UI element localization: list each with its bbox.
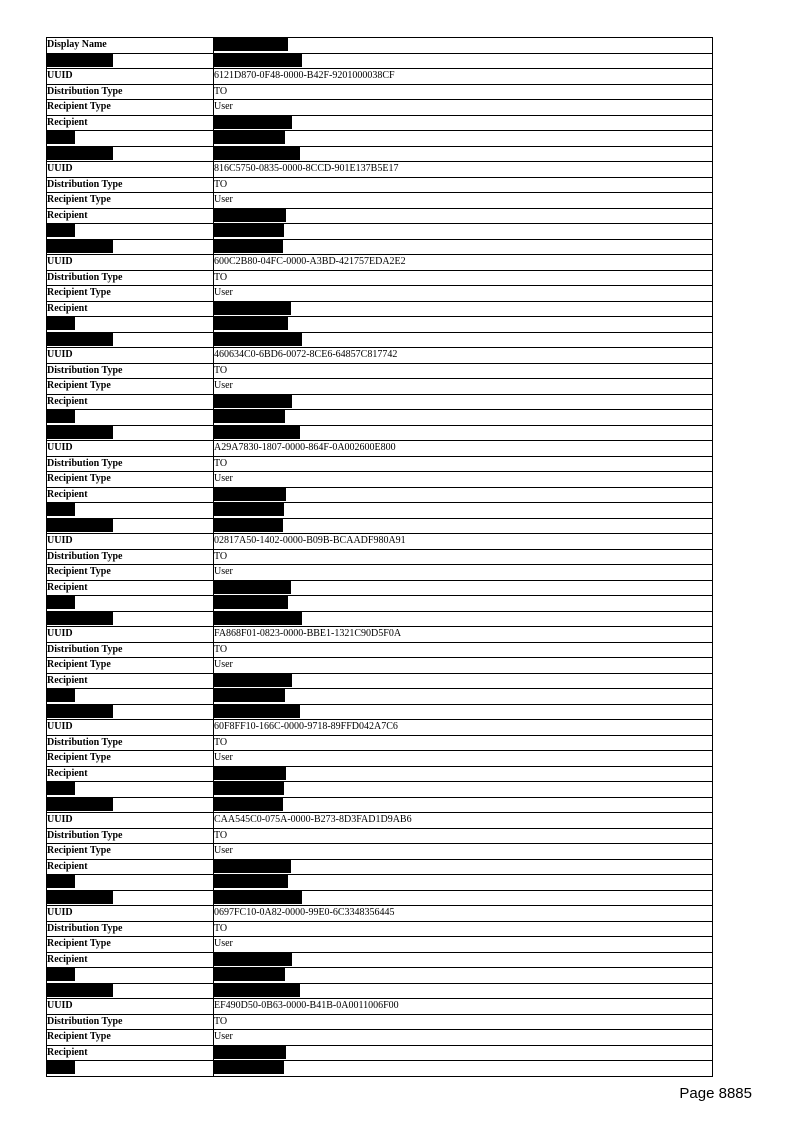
- field-label: Recipient: [47, 1045, 214, 1061]
- field-label: [47, 239, 214, 255]
- redaction-bar: [214, 131, 285, 144]
- table-row: [47, 193, 713, 209]
- field-value: [214, 332, 713, 348]
- field-label: Distribution Type: [47, 828, 214, 844]
- table-row: [47, 518, 713, 534]
- field-value: TO: [214, 828, 713, 844]
- redaction-bar: [47, 519, 113, 532]
- table-row: [47, 596, 713, 612]
- field-value: User: [214, 937, 713, 953]
- table-row: [47, 720, 713, 736]
- redaction-bar: [47, 54, 113, 67]
- table-row: [47, 363, 713, 379]
- field-label: Distribution Type: [47, 735, 214, 751]
- field-label: UUID: [47, 348, 214, 364]
- field-label: Recipient: [47, 673, 214, 689]
- field-value: 6121D870-0F48-0000-B42F-9201000038CF: [214, 69, 713, 85]
- table-row: [47, 317, 713, 333]
- redaction-bar: [47, 426, 113, 439]
- redaction-bar: [214, 116, 292, 129]
- field-value: FA868F01-0823-0000-BBE1-1321C90D5F0A: [214, 627, 713, 643]
- table-row: [47, 782, 713, 798]
- page-number: Page 8885: [679, 1085, 752, 1102]
- field-value: TO: [214, 549, 713, 565]
- field-label: [47, 875, 214, 891]
- redaction-bar: [214, 705, 300, 718]
- table-row: [47, 162, 713, 178]
- redaction-bar: [214, 798, 283, 811]
- table-row: [47, 38, 713, 54]
- redaction-bar: [47, 224, 75, 237]
- field-label: Recipient: [47, 301, 214, 317]
- field-value: CAA545C0-075A-0000-B273-8D3FAD1D9AB6: [214, 813, 713, 829]
- field-label: UUID: [47, 999, 214, 1015]
- redaction-bar: [214, 1061, 284, 1074]
- field-value: [214, 239, 713, 255]
- field-value: [214, 983, 713, 999]
- field-value: EF490D50-0B63-0000-B41B-0A0011006F00: [214, 999, 713, 1015]
- field-label: UUID: [47, 720, 214, 736]
- field-value: 0697FC10-0A82-0000-99E0-6C3348356445: [214, 906, 713, 922]
- field-label: [47, 332, 214, 348]
- field-value: [214, 952, 713, 968]
- field-label: Recipient Type: [47, 100, 214, 116]
- redaction-bar: [214, 54, 302, 67]
- field-label: Recipient: [47, 208, 214, 224]
- redaction-bar: [214, 147, 300, 160]
- field-label: [47, 689, 214, 705]
- table-row: [47, 394, 713, 410]
- redaction-bar: [214, 596, 288, 609]
- table-row: [47, 968, 713, 984]
- redaction-bar: [47, 612, 113, 625]
- redaction-bar: [214, 1046, 286, 1059]
- redaction-bar: [214, 953, 292, 966]
- field-value: A29A7830-1807-0000-864F-0A002600E800: [214, 441, 713, 457]
- field-value: [214, 797, 713, 813]
- field-label: [47, 797, 214, 813]
- field-value: [214, 1045, 713, 1061]
- field-value: User: [214, 565, 713, 581]
- field-value: [214, 53, 713, 69]
- table-row: [47, 906, 713, 922]
- field-label: UUID: [47, 69, 214, 85]
- redaction-bar: [214, 302, 291, 315]
- field-label: [47, 425, 214, 441]
- field-label: [47, 518, 214, 534]
- table-row: [47, 1061, 713, 1077]
- field-value: TO: [214, 456, 713, 472]
- redaction-bar: [47, 875, 75, 888]
- table-row: [47, 1045, 713, 1061]
- field-label: [47, 224, 214, 240]
- field-label: Distribution Type: [47, 1014, 214, 1030]
- field-value: User: [214, 100, 713, 116]
- table-row: [47, 828, 713, 844]
- table-row: [47, 177, 713, 193]
- field-label: UUID: [47, 255, 214, 271]
- table-row: [47, 844, 713, 860]
- field-label: Distribution Type: [47, 549, 214, 565]
- field-value: [214, 131, 713, 147]
- properties-table: [46, 37, 713, 1077]
- field-value: [214, 596, 713, 612]
- field-label: Distribution Type: [47, 456, 214, 472]
- field-label: [47, 890, 214, 906]
- field-value: TO: [214, 1014, 713, 1030]
- redaction-bar: [47, 410, 75, 423]
- field-value: TO: [214, 270, 713, 286]
- field-label: [47, 131, 214, 147]
- table-row: [47, 472, 713, 488]
- field-label: UUID: [47, 534, 214, 550]
- table-row: [47, 627, 713, 643]
- table-row: [47, 875, 713, 891]
- field-value: 600C2B80-04FC-0000-A3BD-421757EDA2E2: [214, 255, 713, 271]
- field-value: [214, 890, 713, 906]
- redaction-bar: [47, 968, 75, 981]
- table-row: [47, 549, 713, 565]
- redaction-bar: [214, 317, 288, 330]
- field-value: [214, 301, 713, 317]
- redaction-bar: [214, 395, 292, 408]
- redaction-bar: [214, 968, 285, 981]
- field-value: [214, 673, 713, 689]
- table-row: [47, 53, 713, 69]
- field-label: Recipient Type: [47, 751, 214, 767]
- table-row: [47, 131, 713, 147]
- redaction-bar: [214, 767, 286, 780]
- field-label: Recipient: [47, 952, 214, 968]
- redaction-bar: [47, 503, 75, 516]
- field-label: Recipient: [47, 859, 214, 875]
- field-label: [47, 596, 214, 612]
- table-row: [47, 704, 713, 720]
- field-value: User: [214, 472, 713, 488]
- table-row: [47, 255, 713, 271]
- field-label: [47, 410, 214, 426]
- field-value: [214, 689, 713, 705]
- redaction-bar: [214, 891, 302, 904]
- table-row: [47, 208, 713, 224]
- field-value: TO: [214, 84, 713, 100]
- field-label: Distribution Type: [47, 642, 214, 658]
- field-label: UUID: [47, 162, 214, 178]
- redaction-bar: [47, 689, 75, 702]
- field-label: Distribution Type: [47, 270, 214, 286]
- table-row: [47, 673, 713, 689]
- table-row: [47, 286, 713, 302]
- field-value: [214, 1061, 713, 1077]
- field-value: [214, 410, 713, 426]
- field-value: 60F8FF10-166C-0000-9718-89FFD042A7C6: [214, 720, 713, 736]
- redaction-bar: [47, 705, 113, 718]
- table-row: [47, 1030, 713, 1046]
- field-label: Recipient Type: [47, 379, 214, 395]
- table-row: [47, 534, 713, 550]
- redaction-bar: [47, 782, 75, 795]
- field-label: Distribution Type: [47, 363, 214, 379]
- table-row: [47, 813, 713, 829]
- field-label: Recipient: [47, 580, 214, 596]
- field-value: [214, 487, 713, 503]
- field-value: User: [214, 1030, 713, 1046]
- table-row: [47, 642, 713, 658]
- field-value: TO: [214, 921, 713, 937]
- table-row: [47, 441, 713, 457]
- field-value: [214, 394, 713, 410]
- redaction-bar: [214, 410, 285, 423]
- field-value: [214, 766, 713, 782]
- field-label: [47, 782, 214, 798]
- redaction-bar: [47, 131, 75, 144]
- field-label: Recipient Type: [47, 286, 214, 302]
- field-value: TO: [214, 735, 713, 751]
- field-label: UUID: [47, 906, 214, 922]
- field-label: Recipient Type: [47, 472, 214, 488]
- field-label: Distribution Type: [47, 177, 214, 193]
- field-label: [47, 983, 214, 999]
- field-label: UUID: [47, 441, 214, 457]
- table-row: [47, 503, 713, 519]
- field-value: User: [214, 751, 713, 767]
- redaction-bar: [214, 426, 300, 439]
- table-row: [47, 890, 713, 906]
- redaction-bar: [214, 503, 284, 516]
- table-row: [47, 146, 713, 162]
- field-value: [214, 425, 713, 441]
- field-value: [214, 317, 713, 333]
- field-label: UUID: [47, 813, 214, 829]
- table-row: [47, 84, 713, 100]
- field-label: Distribution Type: [47, 921, 214, 937]
- redaction-bar: [214, 860, 291, 873]
- field-value: [214, 580, 713, 596]
- field-label: [47, 146, 214, 162]
- field-value: [214, 518, 713, 534]
- field-label: Recipient: [47, 487, 214, 503]
- table-row: [47, 580, 713, 596]
- redaction-bar: [47, 984, 113, 997]
- table-row: [47, 565, 713, 581]
- properties-table-body: [47, 38, 713, 1077]
- field-label: [47, 611, 214, 627]
- field-value: [214, 146, 713, 162]
- table-row: [47, 983, 713, 999]
- field-value: [214, 704, 713, 720]
- field-value: User: [214, 379, 713, 395]
- field-value: [214, 38, 713, 54]
- field-value: 02817A50-1402-0000-B09B-BCAADF980A91: [214, 534, 713, 550]
- redaction-bar: [214, 224, 284, 237]
- field-label: Display Name: [47, 38, 214, 54]
- field-value: TO: [214, 177, 713, 193]
- table-row: [47, 301, 713, 317]
- table-row: [47, 952, 713, 968]
- field-value: User: [214, 658, 713, 674]
- field-label: [47, 503, 214, 519]
- table-row: [47, 348, 713, 364]
- redaction-bar: [47, 317, 75, 330]
- redaction-bar: [214, 488, 286, 501]
- table-row: [47, 456, 713, 472]
- field-label: [47, 53, 214, 69]
- table-row: [47, 766, 713, 782]
- field-label: Recipient: [47, 766, 214, 782]
- table-row: [47, 487, 713, 503]
- field-label: [47, 704, 214, 720]
- field-label: Recipient Type: [47, 844, 214, 860]
- field-value: TO: [214, 363, 713, 379]
- field-label: Recipient Type: [47, 937, 214, 953]
- field-label: Recipient: [47, 394, 214, 410]
- field-label: [47, 968, 214, 984]
- field-label: Recipient: [47, 115, 214, 131]
- field-value: User: [214, 286, 713, 302]
- redaction-bar: [47, 798, 113, 811]
- redaction-bar: [47, 891, 113, 904]
- field-label: Recipient Type: [47, 1030, 214, 1046]
- field-value: [214, 968, 713, 984]
- redaction-bar: [214, 581, 291, 594]
- table-row: [47, 999, 713, 1015]
- field-label: Recipient Type: [47, 658, 214, 674]
- table-row: [47, 224, 713, 240]
- field-value: User: [214, 193, 713, 209]
- table-row: [47, 69, 713, 85]
- field-value: 816C5750-0835-0000-8CCD-901E137B5E17: [214, 162, 713, 178]
- table-row: [47, 425, 713, 441]
- field-value: [214, 611, 713, 627]
- redaction-bar: [214, 209, 286, 222]
- field-value: [214, 115, 713, 131]
- table-row: [47, 859, 713, 875]
- field-label: Recipient Type: [47, 193, 214, 209]
- redaction-bar: [214, 333, 302, 346]
- table-row: [47, 332, 713, 348]
- field-value: TO: [214, 642, 713, 658]
- redaction-bar: [47, 240, 113, 253]
- redaction-bar: [47, 333, 113, 346]
- field-value: 460634C0-6BD6-0072-8CE6-64857C817742: [214, 348, 713, 364]
- table-row: [47, 797, 713, 813]
- redaction-bar: [214, 612, 302, 625]
- field-value: [214, 208, 713, 224]
- redaction-bar: [47, 596, 75, 609]
- field-value: [214, 875, 713, 891]
- field-label: [47, 1061, 214, 1077]
- table-row: [47, 239, 713, 255]
- field-label: UUID: [47, 627, 214, 643]
- table-row: [47, 611, 713, 627]
- redaction-bar: [214, 689, 285, 702]
- redaction-bar: [214, 875, 288, 888]
- redaction-bar: [214, 984, 300, 997]
- table-row: [47, 1014, 713, 1030]
- table-row: [47, 379, 713, 395]
- table-row: [47, 735, 713, 751]
- table-row: [47, 921, 713, 937]
- table-row: [47, 115, 713, 131]
- redaction-bar: [214, 519, 283, 532]
- table-row: [47, 410, 713, 426]
- table-row: [47, 937, 713, 953]
- table-row: [47, 658, 713, 674]
- table-row: [47, 689, 713, 705]
- field-value: [214, 503, 713, 519]
- redaction-bar: [47, 1061, 75, 1074]
- table-row: [47, 751, 713, 767]
- field-label: Distribution Type: [47, 84, 214, 100]
- redaction-bar: [47, 147, 113, 160]
- redaction-bar: [214, 674, 292, 687]
- field-value: User: [214, 844, 713, 860]
- redaction-bar: [214, 38, 288, 51]
- redaction-bar: [214, 782, 284, 795]
- table-row: [47, 100, 713, 116]
- field-label: Recipient Type: [47, 565, 214, 581]
- redaction-bar: [214, 240, 283, 253]
- field-value: [214, 782, 713, 798]
- field-label: [47, 317, 214, 333]
- field-value: [214, 859, 713, 875]
- field-value: [214, 224, 713, 240]
- table-row: [47, 270, 713, 286]
